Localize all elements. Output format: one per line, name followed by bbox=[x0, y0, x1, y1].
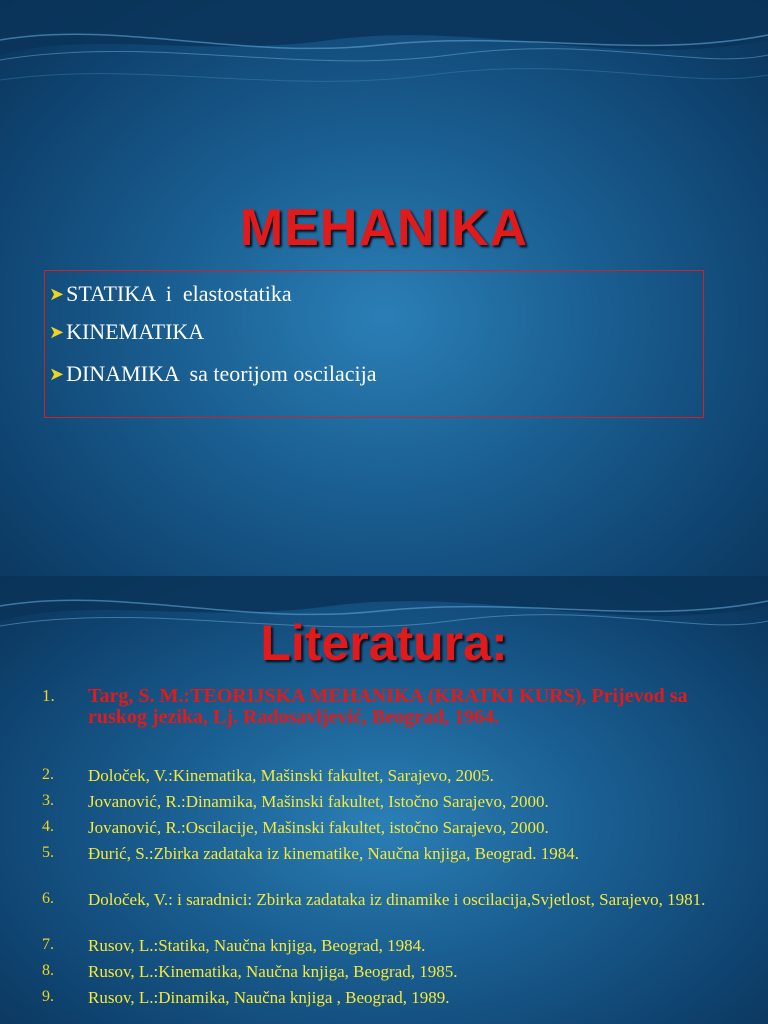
item-number: 7. bbox=[42, 936, 54, 953]
item-text: Rusov, L.:Dinamika, Naučna knjiga , Beograd, 1989. bbox=[88, 988, 450, 1007]
item-text: Đurić, S.:Zbirka zadataka iz kinematike, Naučna knjiga, Beograd. 1984. bbox=[88, 844, 579, 863]
item-text: Jovanović, R.:Oscilacije, Mašinski fakultet, istočno Sarajevo, 2000. bbox=[88, 818, 549, 837]
topic-item bbox=[49, 281, 292, 307]
topic-item bbox=[49, 361, 376, 387]
item-number: 1. bbox=[42, 686, 55, 705]
item-number: 9. bbox=[42, 988, 54, 1005]
topics-box bbox=[44, 270, 704, 418]
item-text: Rusov, L.:Statika, Naučna knjiga, Beograd, 1984. bbox=[88, 936, 426, 955]
item-number: 4. bbox=[42, 818, 54, 835]
item-text: Jovanović, R.:Dinamika, Mašinski fakultet, Istočno Sarajevo, 2000. bbox=[88, 792, 549, 811]
topic-label: DINAMIKA sa teorijom oscilacija bbox=[66, 361, 377, 386]
slide-title: MEHANIKA bbox=[239, 199, 529, 257]
arrow-bullet-icon: ➤ bbox=[49, 363, 65, 384]
item-number: 8. bbox=[42, 962, 54, 979]
item-number: 3. bbox=[42, 792, 54, 809]
item-text: Targ, S. M.:TEORIJSKA MEHANIKA (KRATKI KURS), Prijevod sa ruskog jezika, Lj. Radosavljević, Beograd, 1964. bbox=[88, 685, 688, 728]
wave-decoration bbox=[0, 0, 768, 120]
item-number: 2. bbox=[42, 766, 54, 783]
arrow-bullet-icon: ➤ bbox=[49, 321, 65, 342]
item-text: Rusov, L.:Kinematika, Naučna knjiga, Beograd, 1985. bbox=[88, 962, 458, 981]
item-number: 5. bbox=[42, 844, 54, 861]
topic-item bbox=[49, 319, 204, 345]
topic-label: KINEMATIKA bbox=[66, 319, 205, 344]
slide-title: Literatura: bbox=[260, 615, 508, 671]
item-text: Določek, V.:Kinematika, Mašinski fakultet, Sarajevo, 2005. bbox=[88, 766, 494, 785]
topic-label: STATIKA i elastostatika bbox=[66, 281, 292, 306]
item-number: 6. bbox=[42, 890, 54, 907]
item-text: Določek, V.: i saradnici: Zbirka zadataka iz dinamike i oscilacija,Svjetlost, Sarajevo, 1981. bbox=[88, 890, 706, 909]
arrow-bullet-icon: ➤ bbox=[49, 283, 65, 304]
slide-literatura bbox=[0, 576, 768, 1024]
